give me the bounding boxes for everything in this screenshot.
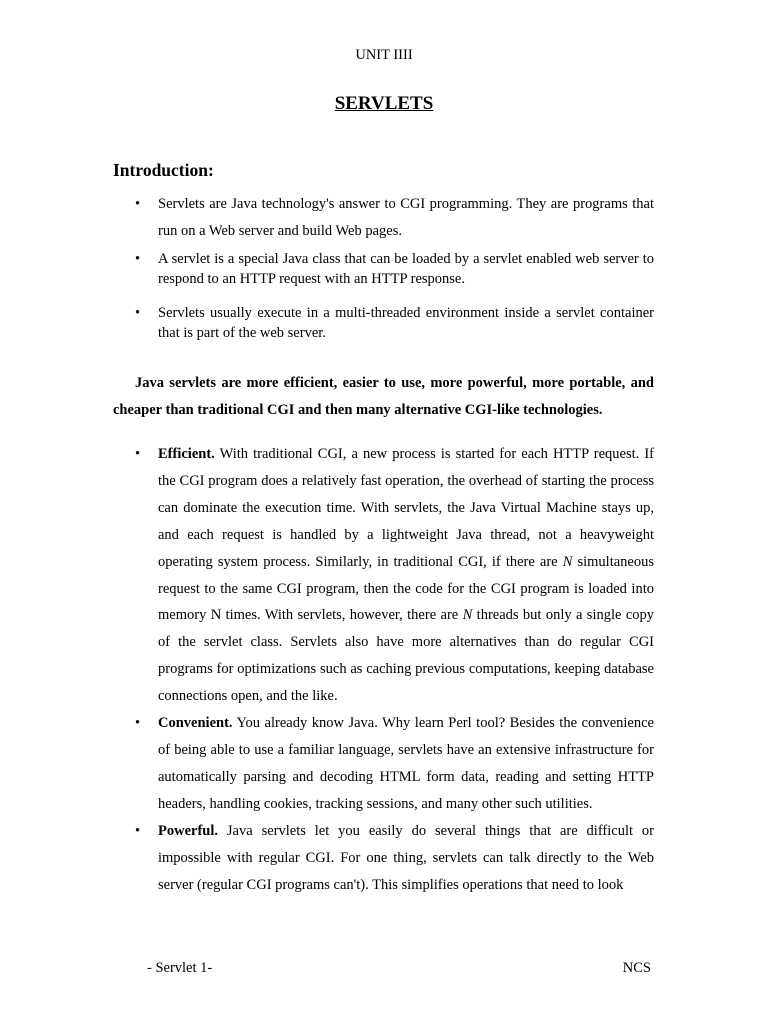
summary-paragraph: Java servlets are more efficient, easier to use, more powerful, more portable, and cheaper than traditional CGI and then many alternative CGI-like technologies. bbox=[113, 375, 654, 418]
unit-header: UNIT IIII bbox=[355, 47, 413, 63]
feature-text: You already know Java. Why learn Perl tool? Besides the convenience of being able to use a familiar language, servlets have an extensive infrastructure for automatically parsing and decoding HTML form data, reading and setting HTTP headers, handling cookies, tracking sessions, and many other such utilities. bbox=[158, 715, 654, 812]
intro-item: • Servlets usually execute in a multi-threaded environment inside a servlet container that is part of the web server. bbox=[113, 304, 654, 343]
intro-item: • A servlet is a special Java class that can be loaded by a servlet enabled web server to respond to an HTTP request with an HTTP response. bbox=[113, 250, 654, 289]
feature-bullet-list bbox=[113, 441, 654, 898]
variable-n: N bbox=[562, 553, 573, 570]
intro-bullet-list bbox=[113, 191, 654, 343]
feature-item-efficient bbox=[113, 441, 654, 710]
footer-org-label: NCS bbox=[622, 960, 651, 976]
page-title: SERVLETS bbox=[334, 93, 434, 114]
feature-text: simultaneous request to the same CGI program, then the code for the CGI program is loaded into memory N times. With servlets, however, there are bbox=[158, 553, 654, 624]
feature-text: With traditional CGI, a new process is started for each HTTP request. If the CGI program does a relatively fast operation, the overhead of starting the process can dominate the execution time. With servlets, the Java Virtual Machine stays up, and each request is handled by a lightweight Java thread, not a heavyweight operating system process. Similarly, in traditional CGI, if there are bbox=[158, 446, 654, 570]
feature-item-powerful bbox=[113, 818, 654, 899]
feature-text: threads but only a single copy of the servlet class. Servlets also have more alternatives than do regular CGI programs for optimizations such as caching previous computations, keeping database connections open, and the like. bbox=[158, 607, 655, 705]
feature-term: Efficient. bbox=[158, 446, 215, 462]
feature-term: Powerful. bbox=[158, 822, 218, 839]
footer-page-label: - Servlet 1- bbox=[147, 960, 213, 976]
section-heading-introduction: Introduction: bbox=[113, 160, 214, 180]
variable-n: N bbox=[462, 607, 473, 624]
feature-text: Java servlets let you easily do several things that are difficult or impossible with regular CGI. For one thing, servlets can talk directly to the Web server (regular CGI programs can't). This simplifies operations that need to look bbox=[158, 822, 654, 893]
feature-item-convenient bbox=[113, 710, 654, 818]
feature-term: Convenient. bbox=[158, 715, 233, 732]
intro-item: • Servlets are Java technology's answer to CGI programming. They are programs that run on a Web server and build Web pages. bbox=[113, 191, 654, 244]
